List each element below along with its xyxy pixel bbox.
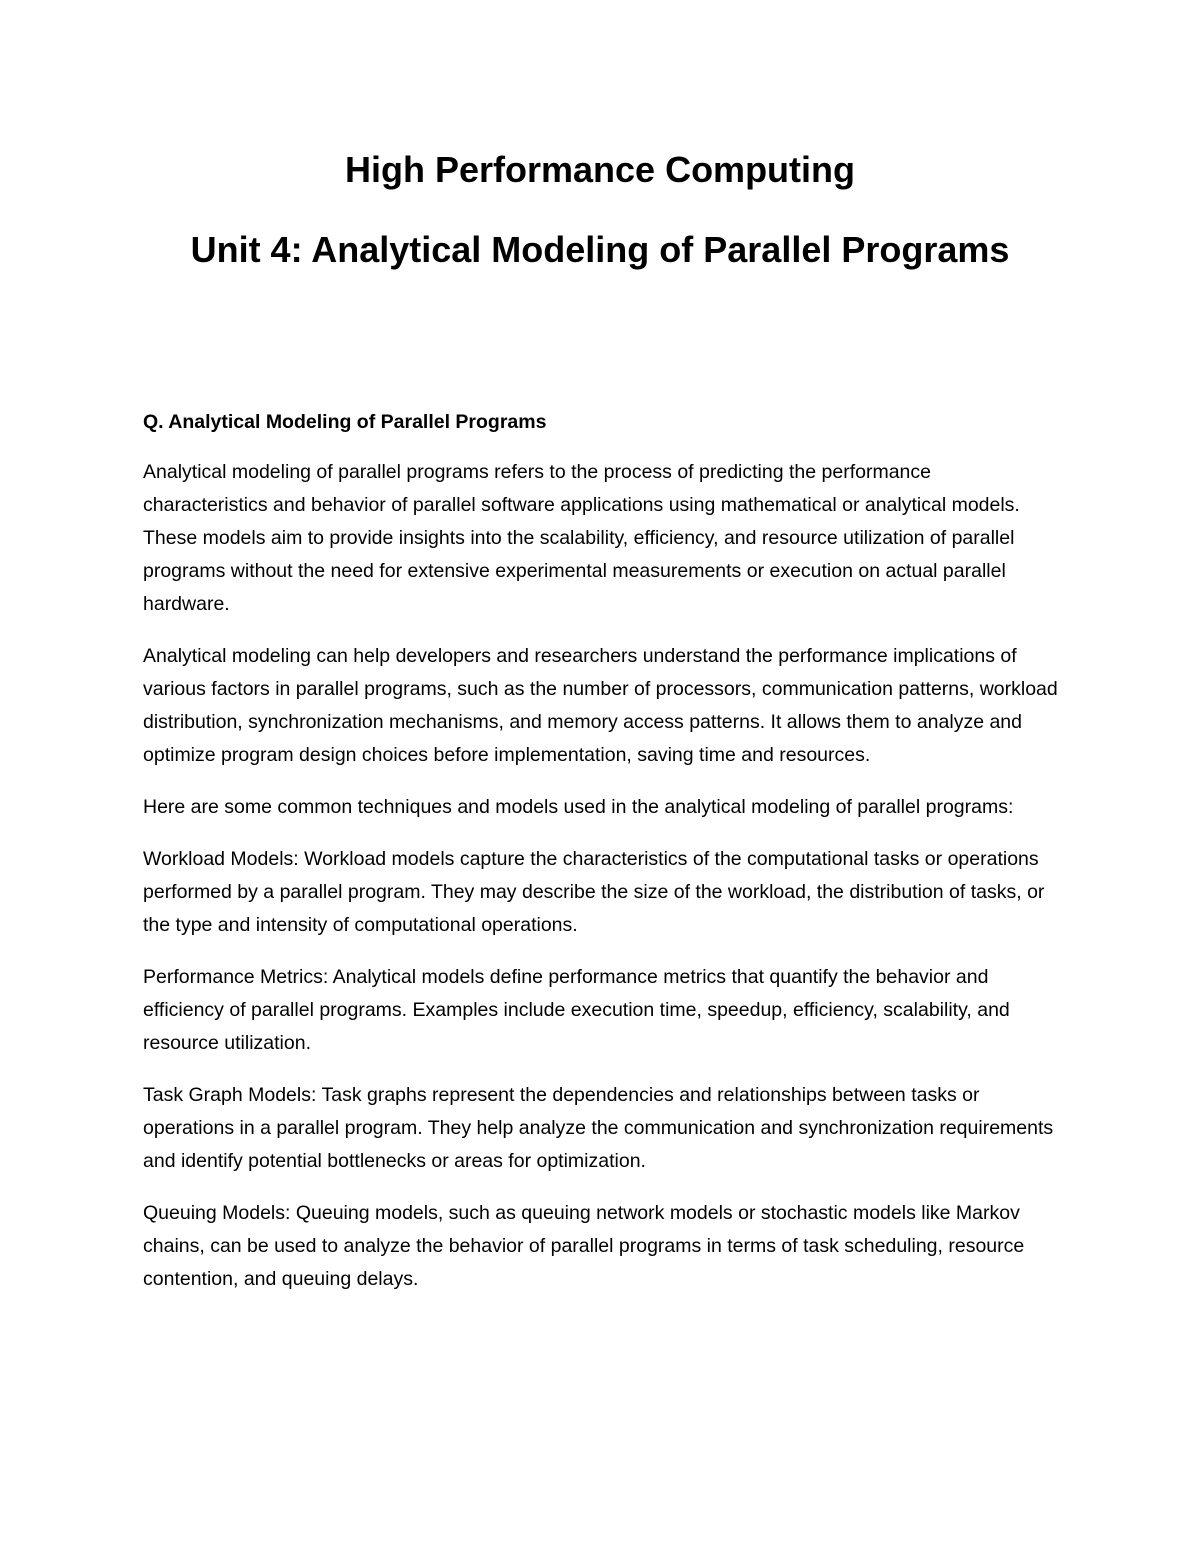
document-body xyxy=(143,408,1058,1315)
paragraph-workload-models: Workload Models: Workload models capture the characteristics of the computational tasks or operations performed by a parallel program. They may describe the size of the workload, the distribution of tasks, or the type and intensity of computational operations. xyxy=(143,848,1045,936)
paragraph-intro: Analytical modeling of parallel programs refers to the process of predicting the performance characteristics and behavior of parallel software applications using mathematical or analytical models. These models aim to provide insights into the scalability, efficiency, and resource utilization of parallel programs without the need for extensive experimental measurements or execution on actual parallel hardware. xyxy=(143,461,1020,615)
page-title: High Performance Computing xyxy=(344,149,856,190)
paragraph-queuing-models: Queuing Models: Queuing models, such as queuing network models or stochastic models like Markov chains, can be used to analyze the behavior of parallel programs in terms of task scheduling, resource contention, and queuing delays. xyxy=(143,1202,1025,1290)
paragraph-task-graph-models: Task Graph Models: Task graphs represent the dependencies and relationships between tasks or operations in a parallel program. They help analyze the communication and synchronization requirements and identify potential bottlenecks or areas for optimization. xyxy=(143,1084,1054,1172)
paragraph-benefits: Analytical modeling can help developers and researchers understand the performance implications of various factors in parallel programs, such as the number of processors, communication patterns, workload distribution, synchronization mechanisms, and memory access patterns. It allows them to analyze and optimize program design choices before implementation, saving time and resources. xyxy=(143,645,1058,766)
paragraph-performance-metrics: Performance Metrics: Analytical models define performance metrics that quantify the behavior and efficiency of parallel programs. Examples include execution time, speedup, efficiency, scalability, and resource utilization. xyxy=(143,966,1010,1054)
question-heading: Q. Analytical Modeling of Parallel Programs xyxy=(143,411,547,433)
paragraph-techniques-intro: Here are some common techniques and models used in the analytical modeling of parallel programs: xyxy=(143,796,1014,818)
page-subtitle: Unit 4: Analytical Modeling of Parallel Programs xyxy=(190,229,1010,270)
